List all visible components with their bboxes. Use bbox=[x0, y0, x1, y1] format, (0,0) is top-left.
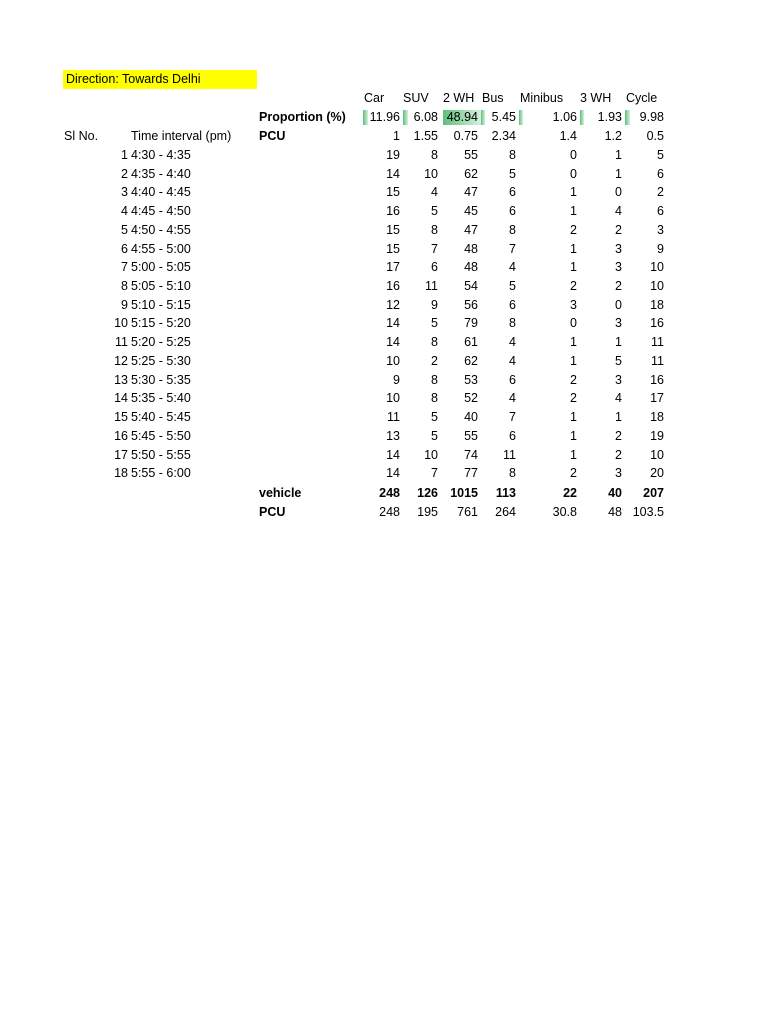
vehicle-total-value[interactable]: 126 bbox=[417, 486, 438, 500]
row-count-cell[interactable]: 9 bbox=[431, 298, 438, 312]
row-count-cell[interactable]: 1 bbox=[615, 148, 622, 162]
pcu-factor-value[interactable]: 0.75 bbox=[453, 129, 478, 143]
row-count-cell[interactable]: 2 bbox=[615, 279, 622, 293]
row-time-interval[interactable]: 5:05 - 5:10 bbox=[131, 279, 191, 293]
row-count-cell[interactable]: 40 bbox=[464, 410, 478, 424]
row-count-cell[interactable]: 5 bbox=[509, 279, 516, 293]
row-sl-number[interactable]: 12 bbox=[114, 354, 128, 368]
row-count-cell[interactable]: 11 bbox=[503, 448, 516, 462]
row-sl-number[interactable]: 13 bbox=[114, 373, 128, 387]
row-sl-number[interactable]: 8 bbox=[121, 279, 128, 293]
row-count-cell[interactable]: 18 bbox=[650, 410, 664, 424]
row-count-cell[interactable]: 0 bbox=[570, 167, 577, 181]
row-count-cell[interactable]: 15 bbox=[386, 242, 400, 256]
row-count-cell[interactable]: 4 bbox=[509, 260, 516, 274]
row-count-cell[interactable]: 0 bbox=[570, 148, 577, 162]
row-count-cell[interactable]: 3 bbox=[615, 316, 622, 330]
row-count-cell[interactable]: 14 bbox=[386, 335, 400, 349]
row-time-interval[interactable]: 5:00 - 5:05 bbox=[131, 260, 191, 274]
row-sl-number[interactable]: 6 bbox=[121, 242, 128, 256]
vehicle-total-value[interactable]: 1015 bbox=[450, 486, 478, 500]
row-count-cell[interactable]: 8 bbox=[431, 223, 438, 237]
row-count-cell[interactable]: 8 bbox=[431, 391, 438, 405]
row-count-cell[interactable]: 5 bbox=[657, 148, 664, 162]
row-count-cell[interactable]: 16 bbox=[386, 204, 400, 218]
row-sl-number[interactable]: 9 bbox=[121, 298, 128, 312]
row-count-cell[interactable]: 11 bbox=[651, 335, 664, 349]
row-count-cell[interactable]: 74 bbox=[464, 448, 478, 462]
row-count-cell[interactable]: 19 bbox=[650, 429, 664, 443]
row-count-cell[interactable]: 1 bbox=[570, 335, 577, 349]
row-time-interval[interactable]: 4:35 - 4:40 bbox=[131, 167, 191, 181]
row-count-cell[interactable]: 6 bbox=[657, 204, 664, 218]
slno-header[interactable]: Sl No. bbox=[64, 129, 99, 143]
row-time-interval[interactable]: 5:25 - 5:30 bbox=[131, 354, 191, 368]
row-count-cell[interactable]: 6 bbox=[509, 185, 516, 199]
proportion-value[interactable]: 6.08 bbox=[413, 110, 438, 124]
row-count-cell[interactable]: 2 bbox=[570, 391, 577, 405]
row-count-cell[interactable]: 14 bbox=[386, 316, 400, 330]
vehicle-total-value[interactable]: 40 bbox=[608, 486, 622, 500]
row-count-cell[interactable]: 62 bbox=[464, 354, 478, 368]
row-count-cell[interactable]: 3 bbox=[615, 466, 622, 480]
row-time-interval[interactable]: 5:15 - 5:20 bbox=[131, 316, 191, 330]
row-count-cell[interactable]: 7 bbox=[431, 466, 438, 480]
row-count-cell[interactable]: 11 bbox=[387, 410, 400, 424]
row-sl-number[interactable]: 16 bbox=[114, 429, 128, 443]
row-count-cell[interactable]: 5 bbox=[509, 167, 516, 181]
row-count-cell[interactable]: 48 bbox=[464, 260, 478, 274]
row-count-cell[interactable]: 2 bbox=[570, 373, 577, 387]
row-count-cell[interactable]: 4 bbox=[615, 204, 622, 218]
row-count-cell[interactable]: 17 bbox=[650, 391, 664, 405]
vehicle-header[interactable]: SUV bbox=[403, 91, 429, 105]
proportion-value[interactable]: 48.94 bbox=[446, 110, 478, 124]
row-count-cell[interactable]: 10 bbox=[650, 260, 664, 274]
row-count-cell[interactable]: 61 bbox=[464, 335, 478, 349]
row-time-interval[interactable]: 5:30 - 5:35 bbox=[131, 373, 191, 387]
row-time-interval[interactable]: 4:45 - 4:50 bbox=[131, 204, 191, 218]
row-count-cell[interactable]: 7 bbox=[509, 410, 516, 424]
row-count-cell[interactable]: 10 bbox=[650, 279, 664, 293]
row-count-cell[interactable]: 77 bbox=[464, 466, 478, 480]
row-count-cell[interactable]: 62 bbox=[464, 167, 478, 181]
row-count-cell[interactable]: 9 bbox=[393, 373, 400, 387]
row-sl-number[interactable]: 4 bbox=[121, 204, 128, 218]
row-time-interval[interactable]: 4:40 - 4:45 bbox=[131, 185, 191, 199]
vehicle-header[interactable]: Bus bbox=[482, 91, 504, 105]
row-count-cell[interactable]: 6 bbox=[509, 298, 516, 312]
row-count-cell[interactable]: 3 bbox=[570, 298, 577, 312]
row-count-cell[interactable]: 3 bbox=[615, 260, 622, 274]
row-count-cell[interactable]: 1 bbox=[570, 260, 577, 274]
row-count-cell[interactable]: 11 bbox=[425, 279, 438, 293]
row-count-cell[interactable]: 15 bbox=[386, 223, 400, 237]
row-count-cell[interactable]: 7 bbox=[509, 242, 516, 256]
row-count-cell[interactable]: 14 bbox=[386, 448, 400, 462]
row-count-cell[interactable]: 8 bbox=[431, 373, 438, 387]
row-count-cell[interactable]: 8 bbox=[509, 223, 516, 237]
row-count-cell[interactable]: 1 bbox=[615, 167, 622, 181]
row-time-interval[interactable]: 5:20 - 5:25 bbox=[131, 335, 191, 349]
proportion-value[interactable]: 1.06 bbox=[552, 110, 577, 124]
row-count-cell[interactable]: 0 bbox=[615, 298, 622, 312]
row-count-cell[interactable]: 14 bbox=[386, 466, 400, 480]
row-count-cell[interactable]: 6 bbox=[509, 429, 516, 443]
row-count-cell[interactable]: 2 bbox=[431, 354, 438, 368]
proportion-label[interactable]: Proportion (%) bbox=[259, 110, 346, 124]
pcu-total-value[interactable]: 248 bbox=[379, 505, 400, 519]
row-count-cell[interactable]: 4 bbox=[431, 185, 438, 199]
row-sl-number[interactable]: 11 bbox=[115, 335, 128, 349]
vehicle-header[interactable]: 3 WH bbox=[580, 91, 612, 105]
row-time-interval[interactable]: 5:45 - 5:50 bbox=[131, 429, 191, 443]
row-count-cell[interactable]: 16 bbox=[650, 373, 664, 387]
row-count-cell[interactable]: 4 bbox=[615, 391, 622, 405]
row-count-cell[interactable]: 47 bbox=[464, 223, 478, 237]
row-count-cell[interactable]: 5 bbox=[431, 316, 438, 330]
row-sl-number[interactable]: 5 bbox=[121, 223, 128, 237]
vehicle-total-value[interactable]: 207 bbox=[643, 486, 664, 500]
row-count-cell[interactable]: 5 bbox=[615, 354, 622, 368]
row-time-interval[interactable]: 4:30 - 4:35 bbox=[131, 148, 191, 162]
pcu-total-value[interactable]: 761 bbox=[457, 505, 478, 519]
row-time-interval[interactable]: 5:40 - 5:45 bbox=[131, 410, 191, 424]
row-count-cell[interactable]: 0 bbox=[615, 185, 622, 199]
pcu-total-label[interactable]: PCU bbox=[259, 505, 286, 519]
row-count-cell[interactable]: 56 bbox=[464, 298, 478, 312]
row-count-cell[interactable]: 2 bbox=[570, 223, 577, 237]
row-count-cell[interactable]: 1 bbox=[570, 185, 577, 199]
row-count-cell[interactable]: 2 bbox=[570, 279, 577, 293]
row-count-cell[interactable]: 9 bbox=[657, 242, 664, 256]
pcu-total-value[interactable]: 264 bbox=[495, 505, 516, 519]
pcu-factor-value[interactable]: 1 bbox=[393, 129, 400, 143]
proportion-value[interactable]: 11.96 bbox=[369, 110, 400, 124]
pcu-factor-label[interactable]: PCU bbox=[259, 129, 286, 143]
row-count-cell[interactable]: 4 bbox=[509, 354, 516, 368]
row-count-cell[interactable]: 10 bbox=[650, 448, 664, 462]
row-count-cell[interactable]: 13 bbox=[386, 429, 400, 443]
time-header[interactable]: Time interval (pm) bbox=[131, 129, 232, 143]
pcu-total-value[interactable]: 30.8 bbox=[552, 505, 577, 519]
row-count-cell[interactable]: 1 bbox=[615, 410, 622, 424]
pcu-factor-value[interactable]: 1.4 bbox=[559, 129, 577, 143]
vehicle-header[interactable]: Cycle bbox=[626, 91, 658, 105]
row-count-cell[interactable]: 52 bbox=[464, 391, 478, 405]
row-count-cell[interactable]: 1 bbox=[570, 429, 577, 443]
row-count-cell[interactable]: 53 bbox=[464, 373, 478, 387]
row-count-cell[interactable]: 2 bbox=[615, 448, 622, 462]
row-count-cell[interactable]: 16 bbox=[386, 279, 400, 293]
row-count-cell[interactable]: 10 bbox=[386, 391, 400, 405]
pcu-factor-value[interactable]: 1.2 bbox=[604, 129, 622, 143]
row-count-cell[interactable]: 7 bbox=[431, 242, 438, 256]
row-count-cell[interactable]: 1 bbox=[570, 204, 577, 218]
row-count-cell[interactable]: 5 bbox=[431, 410, 438, 424]
row-count-cell[interactable]: 55 bbox=[464, 148, 478, 162]
row-count-cell[interactable]: 4 bbox=[509, 391, 516, 405]
row-count-cell[interactable]: 6 bbox=[509, 373, 516, 387]
row-count-cell[interactable]: 2 bbox=[615, 223, 622, 237]
row-count-cell[interactable]: 2 bbox=[615, 429, 622, 443]
row-sl-number[interactable]: 7 bbox=[121, 260, 128, 274]
row-count-cell[interactable]: 11 bbox=[651, 354, 664, 368]
row-count-cell[interactable]: 54 bbox=[464, 279, 478, 293]
vehicle-total-label[interactable]: vehicle bbox=[259, 486, 302, 500]
row-sl-number[interactable]: 15 bbox=[114, 410, 128, 424]
row-count-cell[interactable]: 3 bbox=[657, 223, 664, 237]
row-count-cell[interactable]: 8 bbox=[431, 335, 438, 349]
row-count-cell[interactable]: 3 bbox=[615, 242, 622, 256]
row-count-cell[interactable]: 45 bbox=[464, 204, 478, 218]
row-count-cell[interactable]: 8 bbox=[509, 316, 516, 330]
row-count-cell[interactable]: 6 bbox=[509, 204, 516, 218]
row-count-cell[interactable]: 10 bbox=[424, 448, 438, 462]
pcu-total-value[interactable]: 195 bbox=[417, 505, 438, 519]
row-count-cell[interactable]: 1 bbox=[570, 448, 577, 462]
pcu-total-value[interactable]: 48 bbox=[608, 505, 622, 519]
row-count-cell[interactable]: 12 bbox=[386, 298, 400, 312]
vehicle-header[interactable]: Car bbox=[364, 91, 385, 105]
row-count-cell[interactable]: 17 bbox=[386, 260, 400, 274]
row-sl-number[interactable]: 10 bbox=[114, 316, 128, 330]
row-count-cell[interactable]: 19 bbox=[386, 148, 400, 162]
vehicle-total-value[interactable]: 248 bbox=[379, 486, 400, 500]
row-count-cell[interactable]: 1 bbox=[570, 242, 577, 256]
row-count-cell[interactable]: 15 bbox=[386, 185, 400, 199]
row-count-cell[interactable]: 18 bbox=[650, 298, 664, 312]
row-sl-number[interactable]: 2 bbox=[121, 167, 128, 181]
proportion-value[interactable]: 1.93 bbox=[597, 110, 622, 124]
row-count-cell[interactable]: 6 bbox=[657, 167, 664, 181]
row-time-interval[interactable]: 5:50 - 5:55 bbox=[131, 448, 191, 462]
row-time-interval[interactable]: 4:55 - 5:00 bbox=[131, 242, 191, 256]
row-count-cell[interactable]: 79 bbox=[464, 316, 478, 330]
row-count-cell[interactable]: 4 bbox=[509, 335, 516, 349]
row-count-cell[interactable]: 10 bbox=[424, 167, 438, 181]
pcu-factor-value[interactable]: 1.55 bbox=[413, 129, 438, 143]
row-sl-number[interactable]: 18 bbox=[114, 466, 128, 480]
row-time-interval[interactable]: 5:10 - 5:15 bbox=[131, 298, 191, 312]
pcu-factor-value[interactable]: 0.5 bbox=[646, 129, 664, 143]
vehicle-header[interactable]: Minibus bbox=[520, 91, 564, 105]
row-count-cell[interactable]: 0 bbox=[570, 316, 577, 330]
row-count-cell[interactable]: 8 bbox=[431, 148, 438, 162]
row-count-cell[interactable]: 10 bbox=[386, 354, 400, 368]
row-count-cell[interactable]: 8 bbox=[509, 148, 516, 162]
row-count-cell[interactable]: 2 bbox=[570, 466, 577, 480]
row-count-cell[interactable]: 6 bbox=[431, 260, 438, 274]
row-count-cell[interactable]: 14 bbox=[386, 167, 400, 181]
row-time-interval[interactable]: 4:50 - 4:55 bbox=[131, 223, 191, 237]
row-count-cell[interactable]: 55 bbox=[464, 429, 478, 443]
row-count-cell[interactable]: 5 bbox=[431, 429, 438, 443]
row-time-interval[interactable]: 5:55 - 6:00 bbox=[131, 466, 191, 480]
row-count-cell[interactable]: 47 bbox=[464, 185, 478, 199]
proportion-databar bbox=[519, 110, 523, 125]
direction-title-cell[interactable]: Direction: Towards Delhi bbox=[63, 70, 257, 89]
pcu-factor-value[interactable]: 2.34 bbox=[491, 129, 516, 143]
row-sl-number[interactable]: 1 bbox=[121, 148, 128, 162]
row-sl-number[interactable]: 14 bbox=[114, 391, 128, 405]
row-sl-number[interactable]: 17 bbox=[114, 448, 128, 462]
row-count-cell[interactable]: 8 bbox=[509, 466, 516, 480]
row-count-cell[interactable]: 2 bbox=[657, 185, 664, 199]
row-count-cell[interactable]: 3 bbox=[615, 373, 622, 387]
row-time-interval[interactable]: 5:35 - 5:40 bbox=[131, 391, 191, 405]
vehicle-total-value[interactable]: 22 bbox=[563, 486, 577, 500]
row-count-cell[interactable]: 1 bbox=[570, 410, 577, 424]
vehicle-total-value[interactable]: 113 bbox=[495, 486, 516, 500]
proportion-value[interactable]: 9.98 bbox=[639, 110, 664, 124]
row-count-cell[interactable]: 16 bbox=[650, 316, 664, 330]
vehicle-header[interactable]: 2 WH bbox=[443, 91, 475, 105]
row-count-cell[interactable]: 1 bbox=[570, 354, 577, 368]
proportion-value[interactable]: 5.45 bbox=[491, 110, 516, 124]
pcu-total-value[interactable]: 103.5 bbox=[632, 505, 664, 519]
row-count-cell[interactable]: 48 bbox=[464, 242, 478, 256]
row-count-cell[interactable]: 1 bbox=[615, 335, 622, 349]
row-count-cell[interactable]: 20 bbox=[650, 466, 664, 480]
row-sl-number[interactable]: 3 bbox=[121, 185, 128, 199]
row-count-cell[interactable]: 5 bbox=[431, 204, 438, 218]
